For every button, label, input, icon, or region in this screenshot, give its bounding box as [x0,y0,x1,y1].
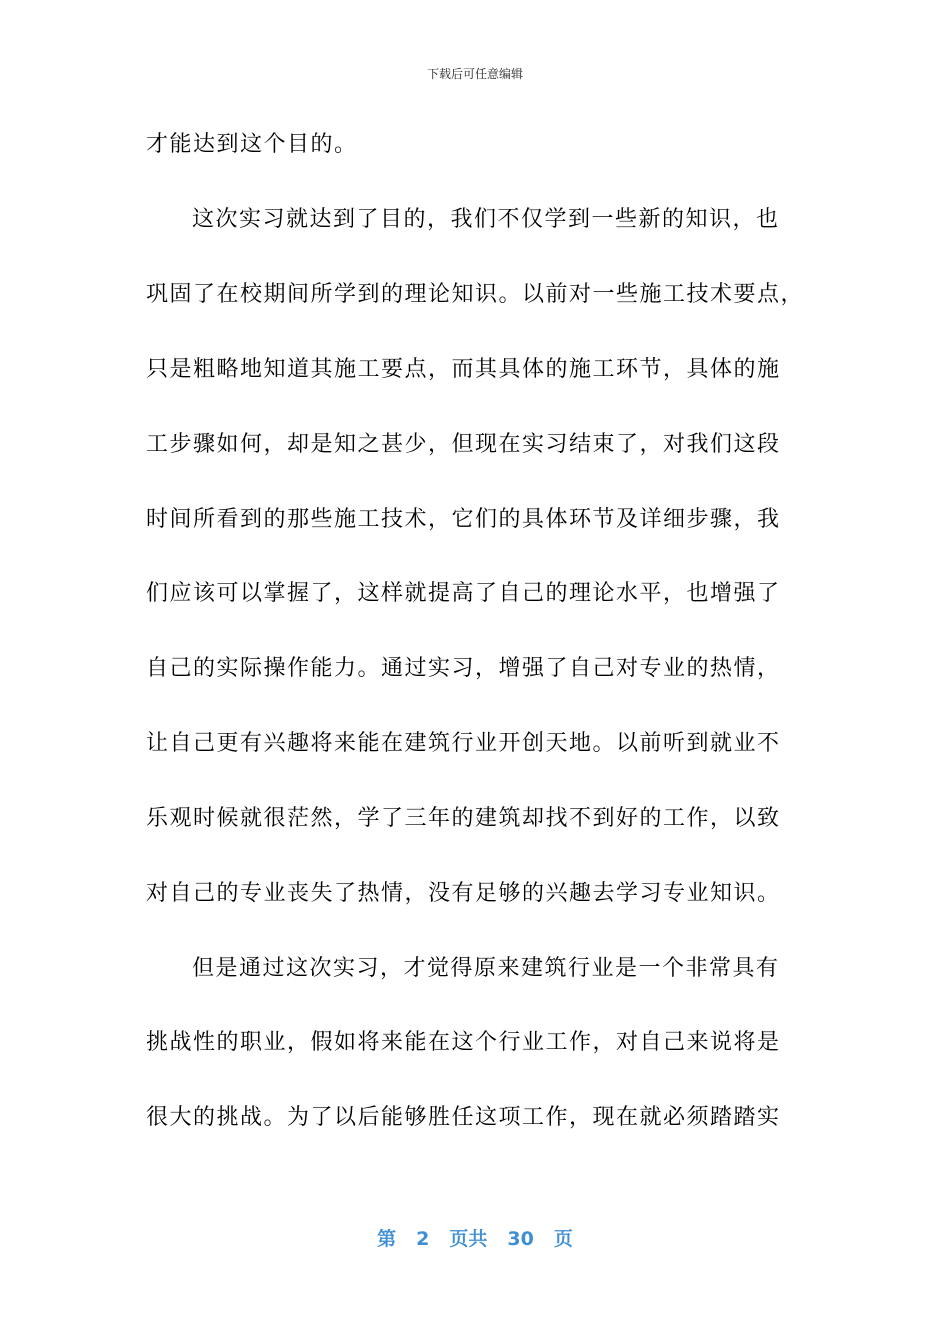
page-header: 下载后可任意编辑 [426,67,523,81]
text-line: 们应该可以掌握了，这样就提高了自己的理论水平，也增强了 [146,581,781,606]
text-line: 对自己的专业丧失了热情，没有足够的兴趣去学习专业知识。 [146,881,781,906]
text-line: 很大的挑战。为了以后能够胜任这项工作，现在就必须踏踏实 [146,1105,781,1130]
footer-middle: 页共 [449,1228,488,1250]
text-line: 挑战性的职业，假如将来能在这个行业工作，对自己来说将是 [146,1030,781,1055]
text-line: 乐观时候就很茫然，学了三年的建筑却找不到好的工作，以致 [146,806,781,831]
total-pages-number: 30 [507,1228,534,1250]
text-line: 自己的实际操作能力。通过实习，增强了自己对专业的热情， [146,656,781,681]
footer-prefix: 第 [377,1228,397,1250]
current-page-number: 2 [416,1228,430,1250]
text-line: 时间所看到的那些施工技术，它们的具体环节及详细步骤，我 [146,507,781,532]
text-line: 巩固了在校期间所学到的理论知识。以前对一些施工技术要点， [146,282,805,307]
text-line: 让自己更有兴趣将来能在建筑行业开创天地。以前听到就业不 [146,731,781,756]
footer-suffix: 页 [553,1228,573,1250]
page-footer [0,1226,950,1252]
paragraph-first-line: 这次实习就达到了目的，我们不仅学到一些新的知识，也 [192,207,780,232]
text-line: 才能达到这个目的。 [146,132,358,157]
paragraph-first-line: 但是通过这次实习，才觉得原来建筑行业是一个非常具有 [192,956,780,981]
text-line: 只是粗略地知道其施工要点，而其具体的施工环节，具体的施 [146,357,781,382]
text-line: 工步骤如何，却是知之甚少，但现在实习结束了，对我们这段 [146,432,781,457]
